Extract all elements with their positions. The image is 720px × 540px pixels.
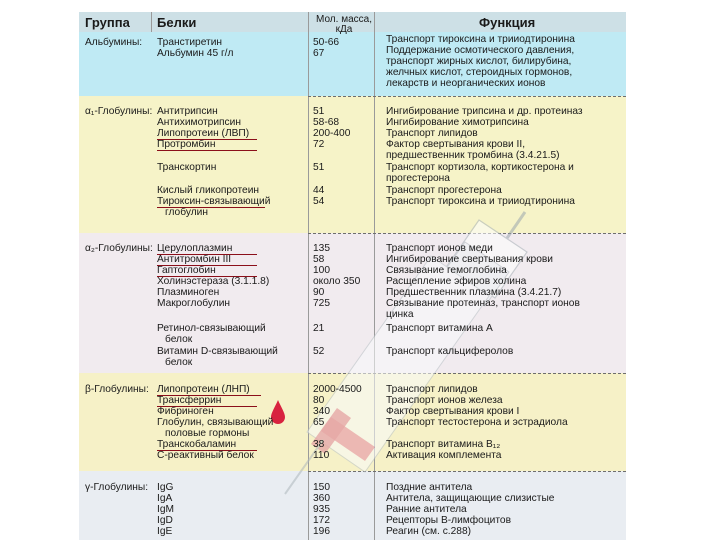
protein-name: Антитрипсин <box>157 106 218 117</box>
header-function: Функция <box>479 15 536 30</box>
protein-function: Транспорт кальциферолов <box>386 346 514 357</box>
protein-function: Ингибирование свертывания крови <box>386 254 553 265</box>
protein-name: Липопротеин (ЛНП) <box>157 384 261 396</box>
group-label: α₁-Глобулины: <box>85 106 153 117</box>
protein-mass: 196 <box>313 526 330 537</box>
protein-function: Фактор свертывания крови II, <box>386 139 526 150</box>
protein-name: Альбумин 45 г/л <box>157 48 234 59</box>
protein-function: лекарств и неорганических ионов <box>386 78 546 89</box>
protein-mass: 200-400 <box>313 128 351 139</box>
protein-name: Тироксин-связывающий <box>157 196 271 207</box>
protein-name: IgA <box>157 493 173 504</box>
protein-name: Протромбин <box>157 139 257 151</box>
protein-name: Транскортин <box>157 162 217 173</box>
protein-function: Транспорт кортизола, кортикостерона и <box>386 162 574 173</box>
protein-mass: 58-68 <box>313 117 340 128</box>
protein-function: Активация комплемента <box>386 450 502 461</box>
protein-name: Антитромбин III <box>157 254 257 266</box>
protein-name: белок <box>165 334 193 345</box>
protein-function: Транспорт тестостерона и эстрадиола <box>386 417 568 428</box>
protein-name: Холинэстераза (3.1.1.8) <box>157 276 270 287</box>
protein-name: IgM <box>157 504 174 515</box>
protein-function: Ранние антитела <box>386 504 467 515</box>
protein-name: Церулоплазмин <box>157 243 257 255</box>
group-label: β-Глобулины: <box>85 384 149 395</box>
protein-mass: 21 <box>313 323 325 334</box>
protein-function: Фактор свертывания крови I <box>386 406 520 417</box>
protein-function: Рецепторы В-лимфоцитов <box>386 515 511 526</box>
protein-mass: 50-66 <box>313 37 340 48</box>
protein-mass: 65 <box>313 417 325 428</box>
protein-mass: 725 <box>313 298 330 309</box>
protein-mass: 90 <box>313 287 325 298</box>
protein-mass: 72 <box>313 139 325 150</box>
protein-mass: 360 <box>313 493 330 504</box>
protein-mass: 67 <box>313 48 325 59</box>
protein-function: желчных кислот, стероидных гормонов, <box>386 67 573 78</box>
protein-name: Гаптоглобин <box>157 265 257 277</box>
header-mass: Мол. масса, кДа <box>316 14 372 35</box>
protein-function: Транспорт витамина А <box>386 323 493 334</box>
protein-mass: 51 <box>313 106 325 117</box>
protein-function: цинка <box>386 309 414 320</box>
protein-name: IgE <box>157 526 173 537</box>
header-proteins: Белки <box>157 15 197 30</box>
protein-mass: 44 <box>313 185 325 196</box>
protein-function: Транспорт тироксина и трииодтиронина <box>386 196 575 207</box>
protein-function: предшественник тромбина (3.4.21.5) <box>386 150 560 161</box>
protein-mass: 110 <box>313 450 330 461</box>
protein-function: Расщепление эфиров холина <box>386 276 527 287</box>
protein-mass: 38 <box>313 439 325 450</box>
protein-function: Реагин (см. с.288) <box>386 526 472 537</box>
protein-name: Антихимотрипсин <box>157 117 241 128</box>
protein-name: Кислый гликопротеин <box>157 185 260 196</box>
protein-mass: около 350 <box>313 276 361 287</box>
protein-name: половые гормоны <box>165 428 250 439</box>
protein-mass: 100 <box>313 265 330 276</box>
protein-name: IgG <box>157 482 174 493</box>
protein-name: Транстиретин <box>157 37 223 48</box>
protein-name: IgD <box>157 515 173 526</box>
protein-function: Ингибирование химотрипсина <box>386 117 529 128</box>
protein-function: Транспорт тироксина и трииодтиронина <box>386 34 575 45</box>
group-label: γ-Глобулины: <box>85 482 149 493</box>
protein-name: Транскобаламин <box>157 439 257 451</box>
protein-name: С-реактивный белок <box>157 450 254 461</box>
protein-mass: 135 <box>313 243 330 254</box>
protein-mass: 52 <box>313 346 325 357</box>
protein-function: прогестерона <box>386 173 450 184</box>
protein-function: Связывание протеиназ, транспорт ионов <box>386 298 580 309</box>
protein-function: Транспорт ионов меди <box>386 243 493 254</box>
protein-mass: 340 <box>313 406 330 417</box>
header-group: Группа <box>85 15 130 30</box>
protein-mass: 150 <box>313 482 330 493</box>
protein-function: Транспорт липидов <box>386 384 478 395</box>
protein-name: глобулин <box>165 207 208 218</box>
protein-mass: 2000-4500 <box>313 384 362 395</box>
protein-function: Антитела, защищающие слизистые <box>386 493 555 504</box>
protein-name: Липопротеин (ЛВП) <box>157 128 257 140</box>
protein-name: Витамин D-связывающий <box>157 346 278 357</box>
protein-name: Фибриноген <box>157 406 214 417</box>
protein-name: Трансферрин <box>157 395 257 407</box>
group-label: Альбумины: <box>85 37 143 48</box>
protein-mass: 51 <box>313 162 325 173</box>
protein-mass: 80 <box>313 395 325 406</box>
protein-name: Плазминоген <box>157 287 220 298</box>
protein-function: Транспорт витамина B₁₂ <box>386 439 501 450</box>
group-label: α₂-Глобулины: <box>85 243 153 254</box>
protein-function: Транспорт прогестерона <box>386 185 502 196</box>
protein-name: Ретинол-связывающий <box>157 323 266 334</box>
protein-function: транспорт жирных кислот, билирубина, <box>386 56 572 67</box>
protein-function: Ингибирование трипсина и др. протеиназ <box>386 106 583 117</box>
protein-function: Транспорт липидов <box>386 128 478 139</box>
protein-mass: 935 <box>313 504 330 515</box>
protein-function: Поддержание осмотического давления, <box>386 45 575 56</box>
protein-function: Предшественник плазмина (3.4.21.7) <box>386 287 562 298</box>
protein-function: Связывание гемоглобина <box>386 265 507 276</box>
protein-name: Макроглобулин <box>157 298 231 309</box>
protein-mass: 172 <box>313 515 330 526</box>
protein-function: Поздние антитела <box>386 482 473 493</box>
protein-mass: 58 <box>313 254 325 265</box>
protein-name: белок <box>165 357 193 368</box>
protein-table <box>79 12 626 540</box>
protein-function: Транспорт ионов железа <box>386 395 503 406</box>
protein-mass: 54 <box>313 196 325 207</box>
protein-name: Глобулин, связывающий <box>157 417 274 428</box>
